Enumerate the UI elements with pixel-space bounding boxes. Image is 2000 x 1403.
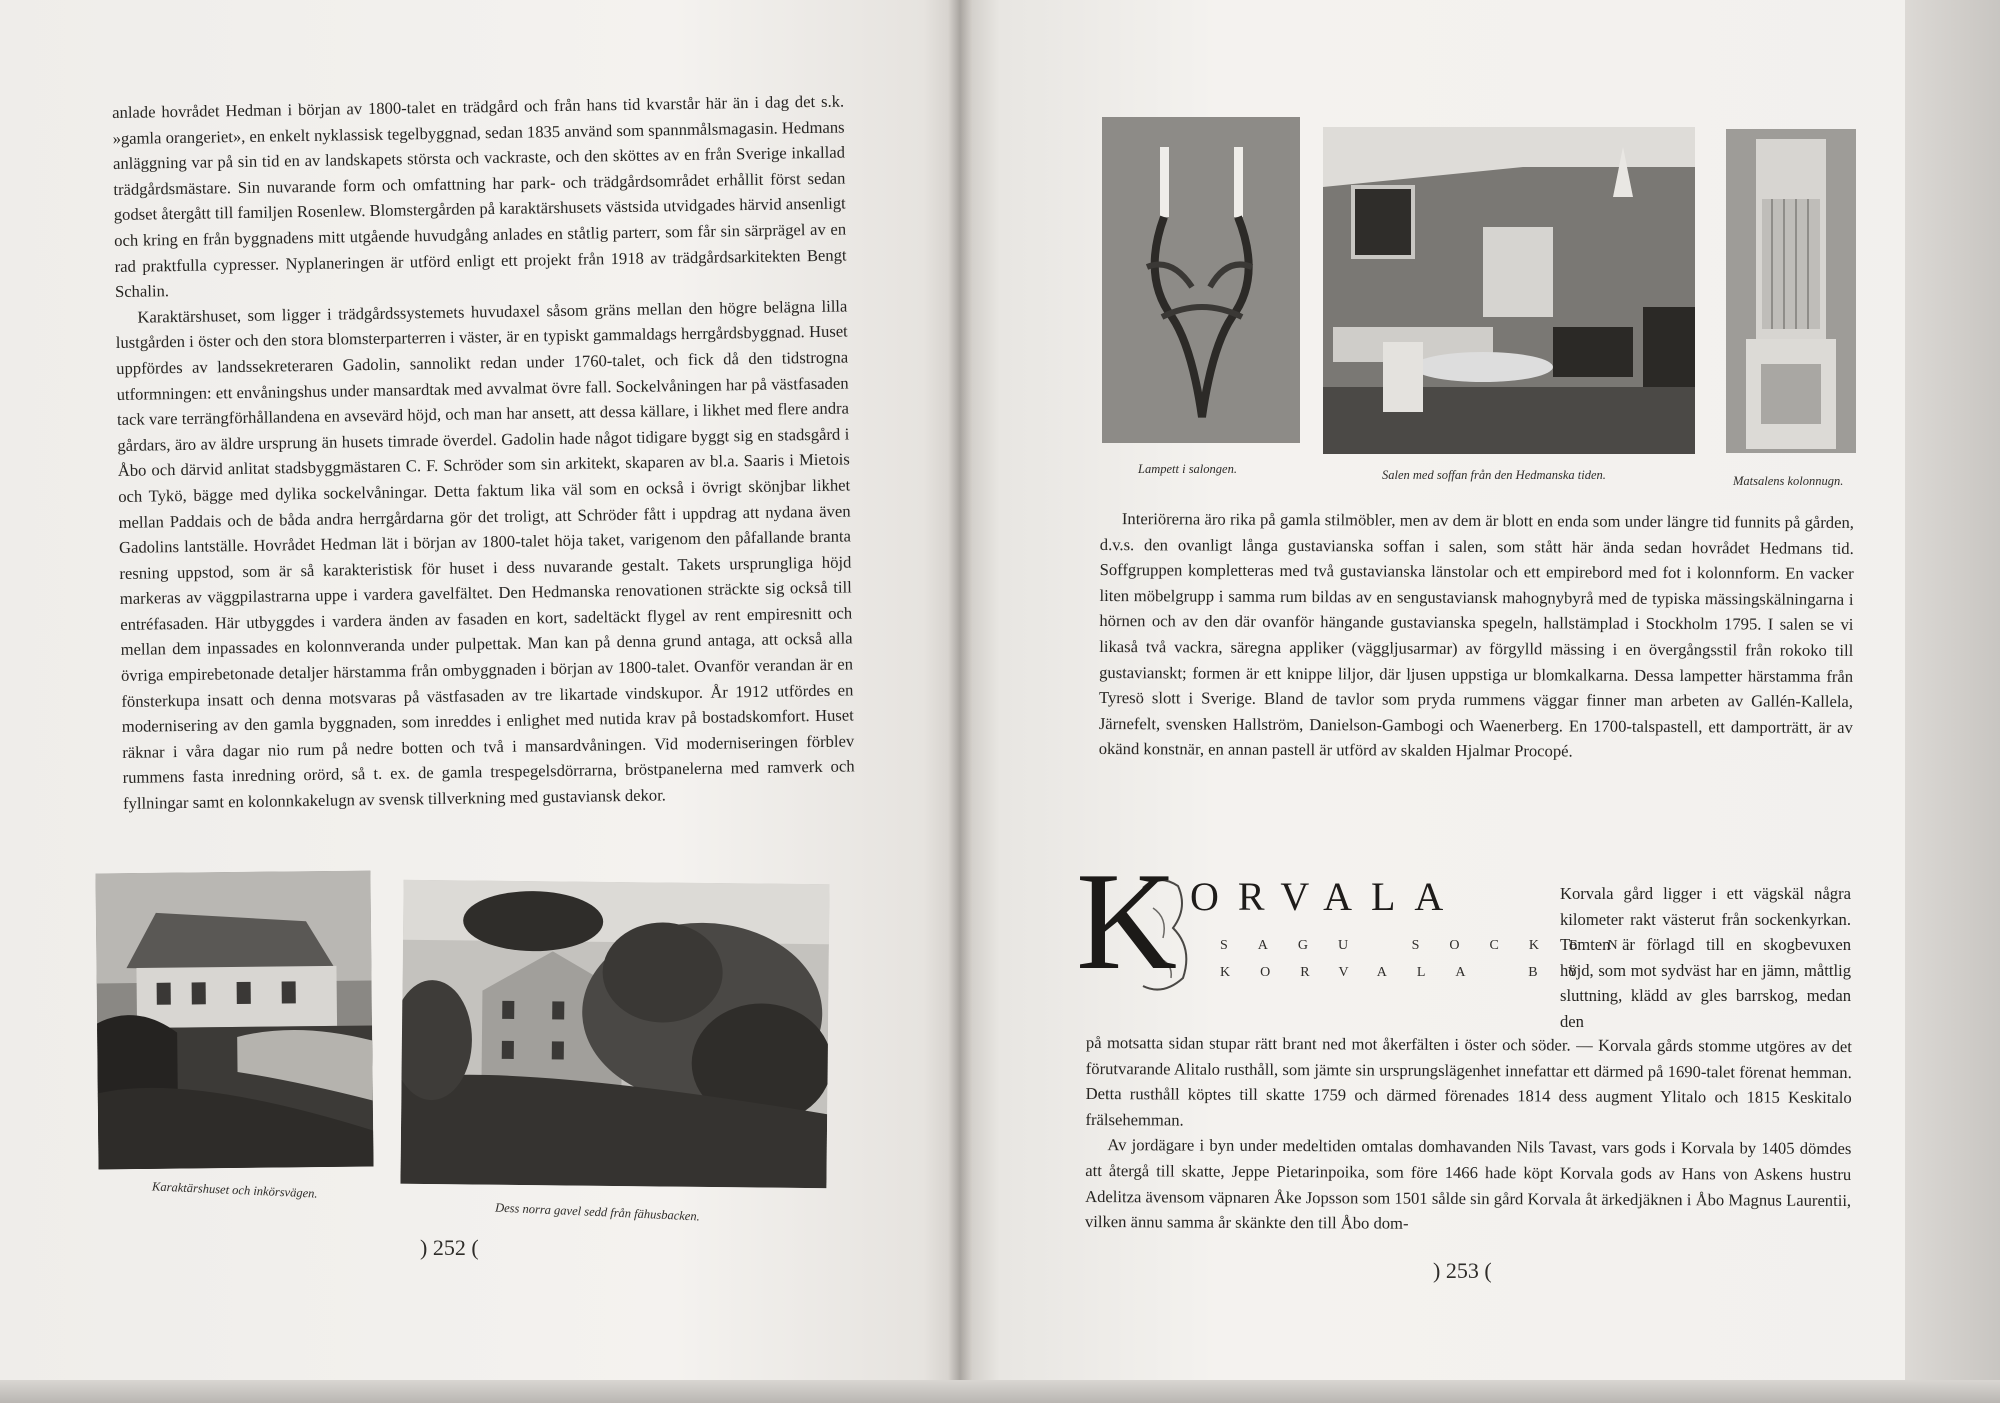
korvala-text bbox=[1085, 1030, 1852, 1239]
korvala-paragraph-2: Av jordägare i byn under medeltiden omtalas domhavanden Nils Tavast, vars gods i Korvala by 1405 dömdes att återgå till skatte, Jeppe Pietarinpoika, som före 1466 hade köpt Korvala gods av Hans von Askens hustru Adelitza ävensom väpnaren Åke Jopsson som 1501 sålde sin gård Korvala åt ärkedjäknen i Åbo Magnus Laurentii, vilken ännu samma år skänkte den till Åbo dom- bbox=[1084, 1135, 1852, 1233]
photo-manor-house-driveway bbox=[95, 871, 373, 1170]
korvala-side-paragraph: Korvala gård ligger i ett vägskäl några kilometer rakt västerut från sockenkyrkan. Tomten är förlagd till en skogbevuxen höjd, som mot sydväst har en jämn, måttlig sluttning, klädd av gles barrskog, medan den bbox=[1560, 884, 1851, 1031]
caption-wall-sconce: Lampett i salongen. bbox=[1138, 462, 1237, 476]
page-number-left: ) 252 ( bbox=[420, 1235, 479, 1260]
left-paragraph-1: anlade hovrådet Hedman i början av 1800-talet en trädgård och från hans tid kvarstår här än i dag det s.k. »gamla orangeriet», en enkelt nyklassisk tegelbyggnad, sedan 1835 använd som spannmålsmagasin. Hedmans anläggning var på sin tid en av landskapets största och vackraste, och den sköttes av en från Sverige inkallad trädgårdsmästare. Sin nuvarande form och omfattning har park- och trädgårdsområdet erhållit först sedan godset återgått till familjen Rosenlew. Blomstergården på karaktärshusets västsida utvidgades härvid ansenligt och kring en från byggnadens mitt utgående huvudgång anlades en ståtlig parterr, som får sin särprägel av en rad praktfulla cypresser. Nyplaneringen är utförd enligt ett projekt från 1918 av trädgårdsarkitekten Bengt Schalin. bbox=[112, 91, 847, 302]
parish-line: SAGU SOCKEN bbox=[1220, 938, 1648, 953]
korvala-title: ORVALA bbox=[1190, 874, 1463, 919]
interior-text bbox=[1099, 506, 1854, 766]
page-number-right: ) 253 ( bbox=[1433, 1258, 1492, 1283]
table-edge bbox=[0, 1380, 2000, 1403]
photo-wall-sconce bbox=[1102, 117, 1300, 443]
photo-salon-sofa bbox=[1323, 127, 1695, 454]
caption-manor-house: Karaktärshuset och inkörsvägen. bbox=[151, 1179, 318, 1201]
korvala-side-text bbox=[1560, 881, 1851, 1035]
photo-north-gable bbox=[400, 880, 829, 1188]
book-gutter bbox=[948, 0, 972, 1403]
caption-column-stove: Matsalens kolonnugn. bbox=[1733, 474, 1844, 488]
caption-north-gable: Dess norra gavel sedd från fähusbacken. bbox=[494, 1200, 701, 1224]
right-page bbox=[958, 0, 2000, 1403]
left-paragraph-2: Karaktärshuset, som ligger i trädgårdssystemets huvudaxel såsom gräns mellan den högre belägna lilla lustgården i öster och den stora blomsterparterren i väster, är en typiskt gammaldags herrgårdsbyggnad. Huset uppfördes av landssekreteraren Gadolin, sannolikt redan under 1760-talet, och fick då den tidstrogna utformningen: ett envåningshus under mansardtak med avvalmat övre fall. Sockelvåningen har på västfasaden tack vare terrängförhållandena en avsevärd höjd, och man har ansett, att dessa källare, i likhet med flere andra gårdars, äro av äldre ursprung än husets timrade överdel. Gadolin hade något tidigare byggt sig en stadsgård i Åbo och därvid anlitat stadsbyggmästaren C. F. Schröder som sin arkitekt, skaparen av bl.a. Saaris i Mietois och Tykö, bägge med dylika sockelvåningar. Detta faktum lika väl som en också i övrigt skönjbar likhet mellan Paddais och de båda andra herrgårdarna gör det troligt, att Schröder fått i uppdrag att nydana även Gadolins lantställe. Hovrådet Hedman lät i början av 1800-talet höja taket, varigenom den påfallande branta resning uppstod, som är så karakteristisk för huset i dess nuvarande gestalt. Takets ursprungliga höjd markeras av väggpilastrarna uppe i vardera gavelfältet. Den Hedmanska renovationen sträckte sig också till entréfasaden. Här utbyggdes i vardera änden av fasaden en kort, sadeltäckt flygel av rent empiresnitt och mellan dem inpassades en kolonnveranda under pulpettak. Man kan på denna grund antaga, att också alla övriga empirebetonade detaljer härstamma från ombyggnaden i början av 1800-talet. Ovanför verandan är en fönsterkupa insatt och denna motsvaras på västfasaden av tre likartade vindskupor. År 1912 utfördes en modernisering av den gamla byggnaden, som inreddes i enlighet med nutida krav på bostadskomfort. Huset räknar i våra dagar nio rum på nedre botten och två i mansardvåningen. Vid moderniseringen förblev rummens fasta inredning orörd, så t. ex. de gamla trespegelsdörrarna, bröstpanelerna med ramverk och fyllningar samt en kolonnkakelugn av svensk tillverkning med gustaviansk dekor. bbox=[115, 296, 855, 813]
left-page bbox=[0, 0, 962, 1403]
interior-paragraph: Interiörerna äro rika på gamla stilmöbler, men av dem är blott en enda som under längre tid funnits på gården, d.v.s. den ovanligt långa gustavianska soffan i salen, som stått här ända sedan hovrådet Hedmans tid. Soffgruppen kompletteras med två gustavianska länstolar och ett empirebord med fot i kolonnform. En vacker liten möbelgrupp i samma rum bildas av en sengustaviansk mahognybyrå med de typiska mässingskälningarna i hörnen och av den där ovanför hängande gustavianska spegeln, hallstämplad i Stockholm 1795. I salen se vi likaså två vackra, säregna appliker (väggljusarmar) av förgylld mässing i en övergångsstil från rokoko till gustavianskt; formen är ett knippe liljor, där ljusen uppstiga ur blomkalkarna. Dessa lampetter härstamma från Tyresö slott i Sverige. Bland de tavlor som pryda rummens väggar finner man arbeten av Gallén-Kallela, Järnefelt, svensken Hallström, Danielson-Gambogi och Waenerberg. En 1700-talspastell, ett damporträtt, är av okänd konstnär, en annan pastell är utförd av skalden Hjalmar Procopé. bbox=[1098, 509, 1854, 761]
caption-salon-sofa: Salen med soffan från den Hedmanska tiden. bbox=[1382, 468, 1606, 482]
village-line: KORVALA BY bbox=[1220, 965, 1608, 980]
page-edge-shadow bbox=[1905, 0, 2000, 1403]
left-body-text bbox=[112, 89, 855, 817]
korvala-paragraph-1: på motsatta sidan stupar rätt brant ned mot åkerfälten i öster och söder. — Korvala gårds stomme utgöres av det förutvarande Alitalo rusthåll, som jämte sin ursprungslägenhet innefattar ett därmed på 1690-talet förenat hemman. Detta rusthåll köptes till skatte 1759 och därmed förenades 1814 dess augment Ylitalo och 1815 Keskitalo frälsehemman. bbox=[1085, 1033, 1852, 1130]
photo-column-stove bbox=[1726, 129, 1856, 453]
dropcap-k: K bbox=[1076, 844, 1178, 999]
